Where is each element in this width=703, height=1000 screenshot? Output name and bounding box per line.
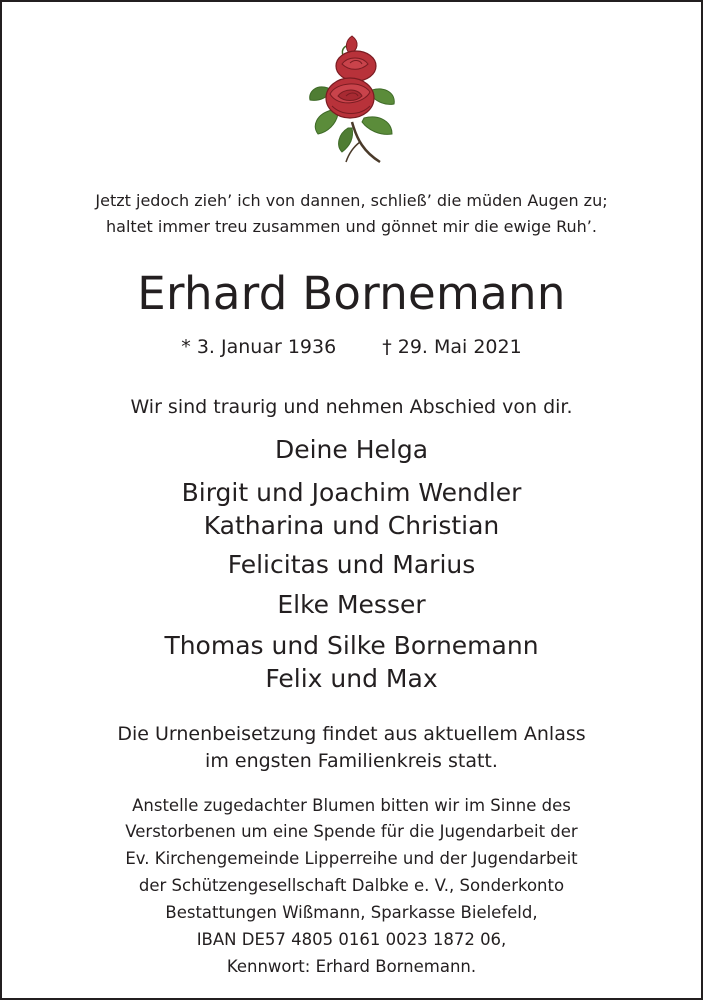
farewell-text: Wir sind traurig und nehmen Abschied von dir.: [130, 396, 573, 418]
donation-line: Bestattungen Wißmann, Sparkasse Bielefeld,: [165, 903, 538, 922]
motto-line-1: Jetzt jedoch zieh’ ich von dannen, schließ’ die müden Augen zu;: [95, 191, 608, 210]
mourner-line: Katharina und Christian: [203, 511, 500, 540]
keyword-line: Kennwort: Erhard Bornemann.: [226, 957, 477, 976]
mourner-line: Felix und Max: [265, 664, 438, 693]
mourner-line: Thomas und Silke Bornemann: [164, 631, 539, 660]
mourner-line: Felicitas und Marius: [227, 550, 476, 579]
mourner-line: Birgit und Joachim Wendler: [181, 478, 522, 507]
donation-line: der Schützengesellschaft Dalbke e. V., Sonderkonto: [138, 876, 565, 895]
donation-line: Verstorbenen um eine Spende für die Jugendarbeit der: [125, 822, 578, 841]
motto-line-2: haltet immer treu zusammen und gönnet mir die ewige Ruh’.: [106, 217, 597, 236]
burial-notice-line-1: Die Urnenbeisetzung findet aus aktuellem Anlass: [117, 723, 586, 745]
donation-line: Anstelle zugedachter Blumen bitten wir im Sinne des: [132, 796, 571, 815]
mourner-line: Elke Messer: [277, 590, 426, 619]
birth-date: * 3. Januar 1936: [181, 336, 337, 358]
burial-notice-line-2: im engsten Familienkreis statt.: [205, 750, 498, 772]
death-date: † 29. Mai 2021: [382, 336, 522, 358]
rose-icon: [302, 30, 402, 168]
iban-line: IBAN DE57 4805 0161 0023 1872 06,: [196, 930, 507, 949]
donation-line: Ev. Kirchengemeinde Lipperreihe und der Jugendarbeit: [125, 849, 578, 868]
life-dates: [2, 333, 701, 361]
mourner-line: Deine Helga: [274, 435, 429, 464]
deceased-name: Erhard Bornemann: [137, 267, 566, 320]
